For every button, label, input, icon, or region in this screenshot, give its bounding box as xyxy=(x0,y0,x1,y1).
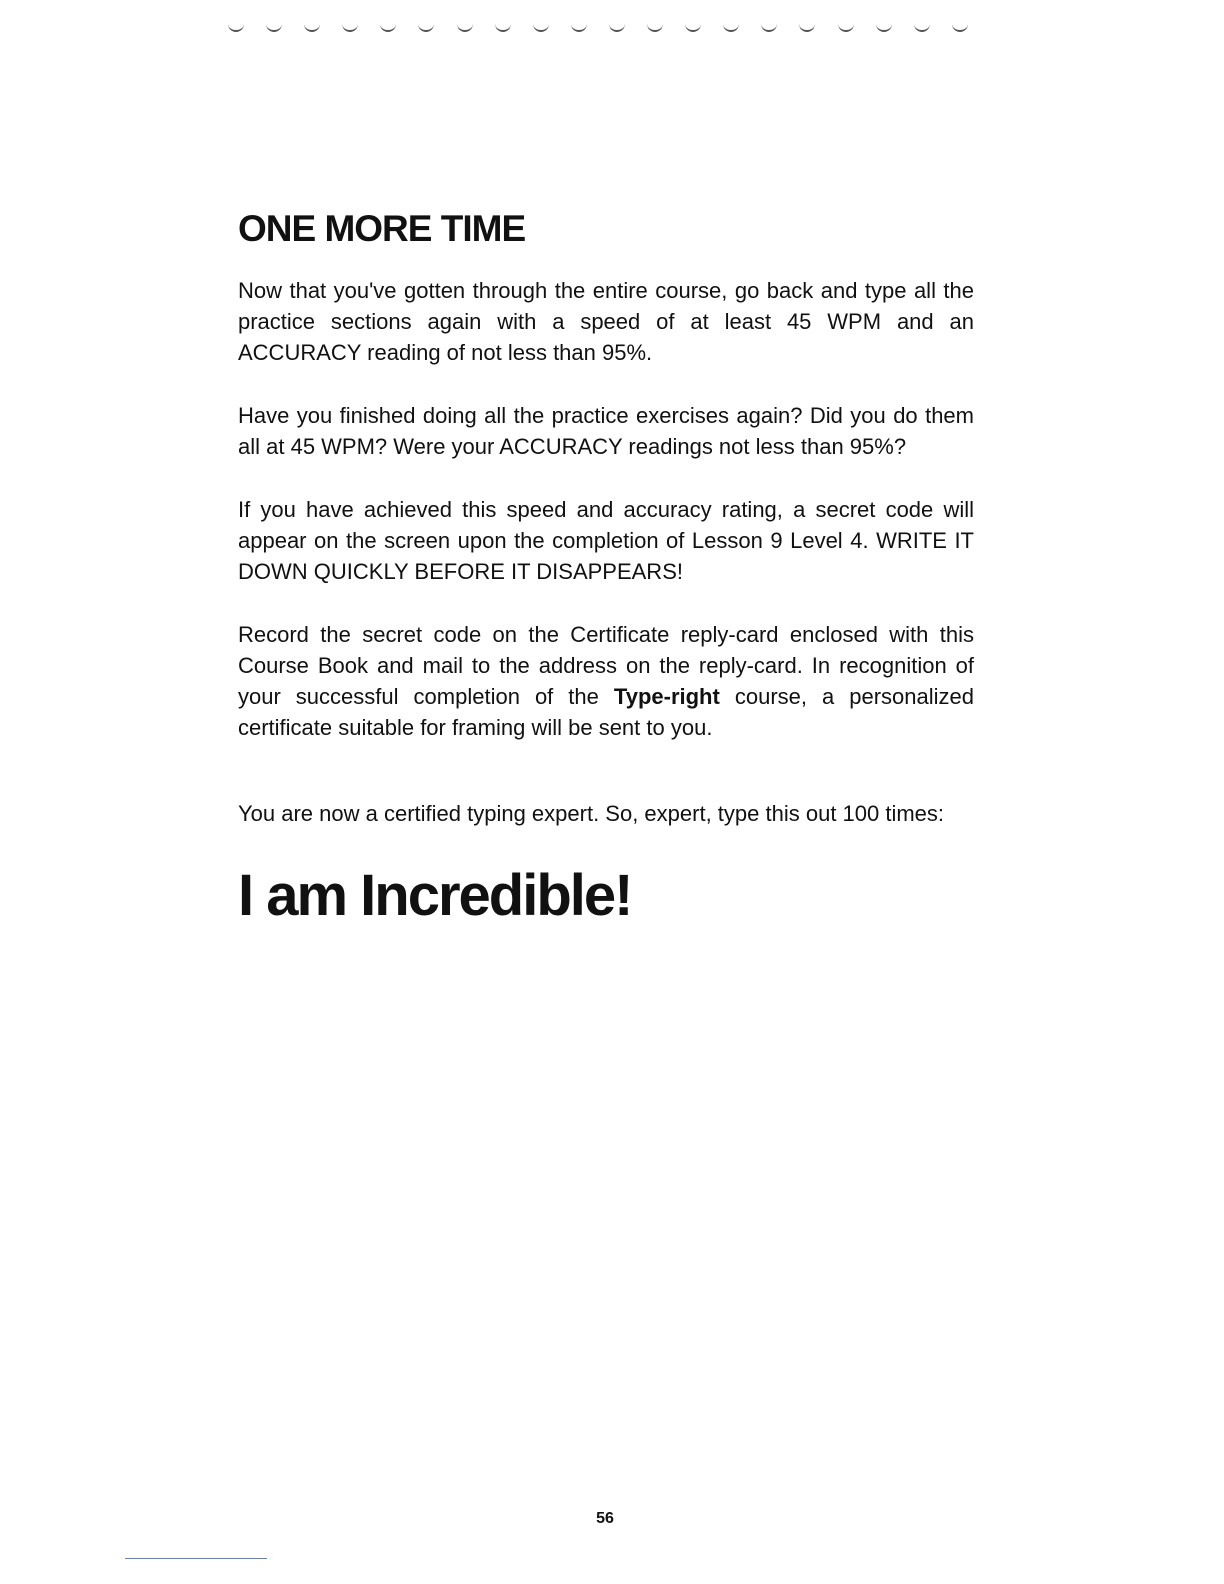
binding-hole xyxy=(799,22,815,32)
page-title: ONE MORE TIME xyxy=(238,208,526,249)
binding-hole xyxy=(418,22,434,32)
binding-hole xyxy=(495,22,511,32)
slogan: I am Incredible! xyxy=(238,863,632,928)
binding-hole xyxy=(304,22,320,32)
binding-hole xyxy=(609,22,625,32)
paragraph-certificate xyxy=(238,619,974,743)
binding-hole xyxy=(838,22,854,32)
binding-hole xyxy=(723,22,739,32)
certificate-text-start: Record the secret code on the Certificate reply-card enclosed with this Course Book and mail to the address on the reply-card. In recognition of your successful completion of the xyxy=(238,622,974,709)
binding-hole xyxy=(952,22,968,32)
binding-hole xyxy=(342,22,358,32)
binding-hole xyxy=(571,22,587,32)
binding-hole xyxy=(228,22,244,32)
binding-hole xyxy=(457,22,473,32)
paragraph-instructions: Now that you've gotten through the entire course, go back and type all the practice sections again with a speed of at least 45 WPM and an ACCURACY reading of not less than 95%. xyxy=(238,278,974,365)
binding-hole xyxy=(876,22,892,32)
paragraph-expert: You are now a certified typing expert. So, expert, type this out 100 times: xyxy=(238,801,945,826)
binding-hole xyxy=(761,22,777,32)
product-name: Type-right xyxy=(613,684,720,709)
paragraph-questions: Have you finished doing all the practice exercises again? Did you do them all at 45 WPM? Were your ACCURACY readings not less than 95%? xyxy=(238,403,974,459)
binding-hole xyxy=(533,22,549,32)
binding-hole xyxy=(914,22,930,32)
binding-hole xyxy=(647,22,663,32)
binding-hole xyxy=(266,22,282,32)
page-number: 56 xyxy=(596,1510,614,1527)
binding-hole xyxy=(380,22,396,32)
paragraph-secret-code: If you have achieved this speed and accuracy rating, a secret code will appear on the screen upon the completion of Lesson 9 Level 4. WRITE IT DOWN QUICKLY BEFORE IT DISAPPEARS! xyxy=(238,497,974,584)
binding-hole xyxy=(685,22,701,32)
certificate-text-end: course, a personalized certificate suitable for framing will be sent to you. xyxy=(238,684,975,740)
binding-holes xyxy=(228,22,968,42)
footer-rule xyxy=(125,1558,267,1559)
page-content xyxy=(238,205,974,931)
